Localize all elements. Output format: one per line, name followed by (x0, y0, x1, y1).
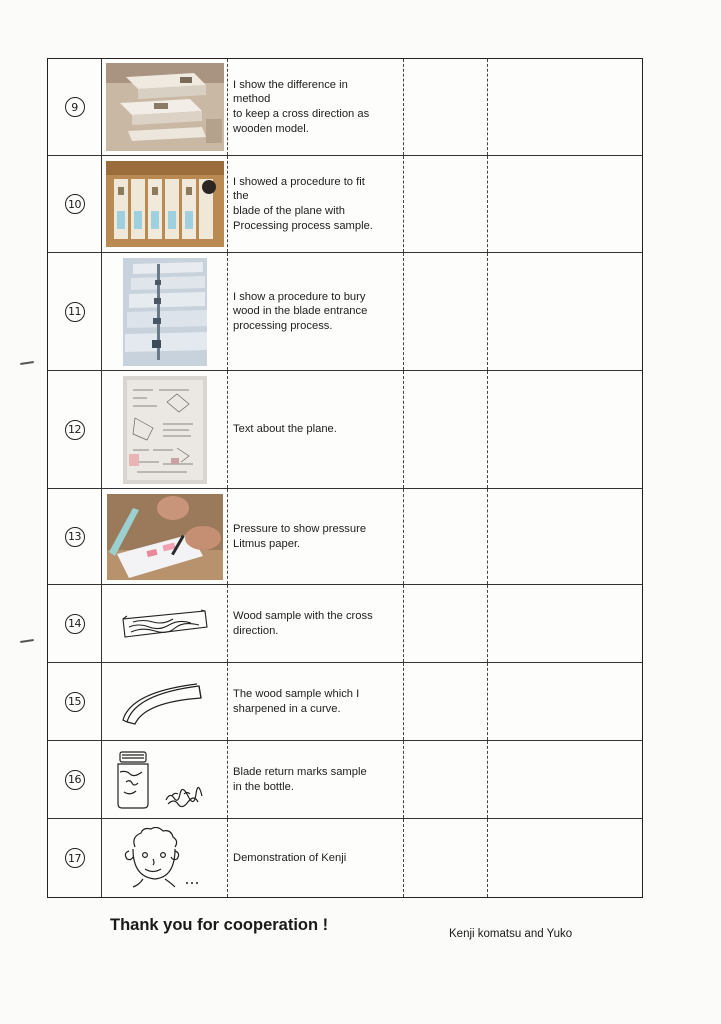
empty-cell (488, 253, 642, 370)
table-row (48, 253, 642, 371)
empty-cell (404, 253, 488, 370)
row-number: 14 (65, 614, 85, 634)
row-number: 17 (65, 848, 85, 868)
empty-cell (404, 585, 488, 662)
row-description: Text about the plane. (233, 423, 337, 436)
row-description: Wood sample with the cross direction. (233, 609, 373, 637)
curved-wood-sketch (117, 678, 213, 726)
empty-cell (488, 741, 642, 818)
row-description: I show the difference in method to keep a cross direction as wooden model. (233, 78, 370, 135)
row-description: I show a procedure to bury wood in the blade entrance processing process. (233, 290, 368, 332)
plane-blade-samples-photo (106, 161, 224, 247)
empty-cell (488, 585, 642, 662)
authors-text: Kenji komatsu and Yuko (449, 928, 573, 940)
row-number: 12 (65, 420, 85, 440)
row-description: I showed a procedure to fit the blade of the plane with Processing process sample. (233, 175, 373, 232)
row-number: 13 (65, 527, 85, 547)
empty-cell (404, 371, 488, 488)
wooden-model-photo (106, 63, 224, 151)
empty-cell (404, 489, 488, 584)
row-number: 16 (65, 770, 85, 790)
plane-text-document-photo (123, 376, 207, 484)
empty-cell (488, 371, 642, 488)
row-number: 15 (65, 692, 85, 712)
items-table (47, 58, 643, 898)
table-row (48, 371, 642, 489)
empty-cell (488, 489, 642, 584)
margin-mark (20, 639, 34, 643)
empty-cell (404, 663, 488, 740)
margin-mark (20, 361, 34, 365)
table-row (48, 663, 642, 741)
table-row (48, 741, 642, 819)
row-number: 11 (65, 302, 85, 322)
empty-cell (404, 59, 488, 155)
table-row (48, 59, 642, 156)
empty-cell (488, 156, 642, 252)
thank-you-text: Thank you for cooperation ! (110, 916, 329, 934)
empty-cell (404, 819, 488, 897)
row-number: 9 (65, 97, 85, 117)
kenji-face-sketch (115, 827, 215, 889)
table-row (48, 585, 642, 663)
empty-cell (404, 741, 488, 818)
row-description: The wood sample which I sharpened in a curve. (233, 687, 360, 715)
wood-block-sketch (119, 607, 211, 641)
empty-cell (488, 663, 642, 740)
bottle-shavings-sketch (110, 748, 220, 812)
table-row (48, 156, 642, 253)
row-number: 10 (65, 194, 85, 214)
table-row (48, 489, 642, 585)
row-description: Demonstration of Kenji (233, 851, 347, 864)
blade-entrance-process-photo (123, 258, 207, 366)
litmus-paper-photo (107, 494, 223, 580)
empty-cell (404, 156, 488, 252)
row-description: Pressure to show pressure Litmus paper. (233, 522, 367, 550)
empty-cell (488, 59, 642, 155)
table-row (48, 819, 642, 897)
empty-cell (488, 819, 642, 897)
row-description: Blade return marks sample in the bottle. (233, 765, 367, 793)
